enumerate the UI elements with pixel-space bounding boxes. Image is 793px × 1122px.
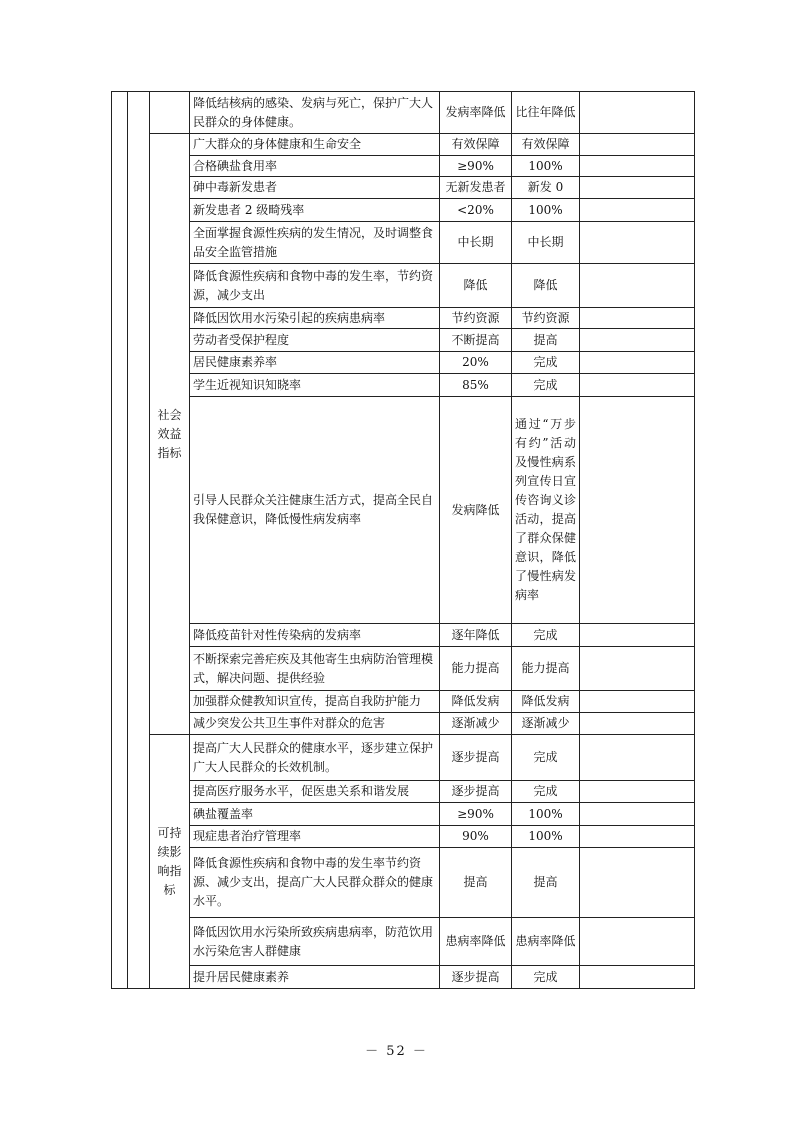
remark-cell (580, 624, 695, 647)
remark-cell (580, 918, 695, 966)
remark-cell (580, 735, 695, 781)
table-row (112, 374, 695, 397)
table-row (112, 691, 695, 713)
indicator-cell: 广大群众的身体健康和生命安全 (190, 134, 440, 156)
target-cell: 降低发病 (440, 691, 512, 713)
table-row (112, 329, 695, 352)
remark-cell (580, 713, 695, 735)
target-cell: ≥90% (440, 156, 512, 177)
actual-cell: 比往年降低 (512, 92, 580, 134)
remark-cell (580, 308, 695, 329)
indicator-cell: 合格碘盐食用率 (190, 156, 440, 177)
table-row (112, 848, 695, 918)
table-row (112, 918, 695, 966)
indicator-cell: 引导人民群众关注健康生活方式，提高全民自我保健意识，降低慢性病发病率 (190, 397, 440, 624)
remark-cell (580, 781, 695, 803)
indicator-cell: 降低因饮用水污染所致疾病患病率，防范饮用水污染危害人群健康 (190, 918, 440, 966)
remark-cell (580, 848, 695, 918)
page-number: － 52 － (365, 1044, 428, 1059)
target-cell: 不断提高 (440, 329, 512, 352)
table-row (112, 735, 695, 781)
actual-cell: 完成 (512, 735, 580, 781)
remark-cell (580, 826, 695, 848)
actual-cell: 通过“万步有约”活动及慢性病系列宣传日宣传咨询义诊活动，提高了群众保健意识，降低了慢性病发病率 (512, 397, 580, 624)
outer-col-1 (112, 92, 128, 989)
indicator-cell: 居民健康素养率 (190, 352, 440, 374)
table-row (112, 134, 695, 156)
actual-cell: 完成 (512, 374, 580, 397)
remark-cell (580, 966, 695, 989)
table-row (112, 222, 695, 264)
remark-cell (580, 647, 695, 691)
target-cell: 90% (440, 826, 512, 848)
target-cell: 节约资源 (440, 308, 512, 329)
actual-cell: 100% (512, 826, 580, 848)
table-row (112, 397, 695, 624)
performance-indicator-table (111, 91, 695, 989)
table-row (112, 966, 695, 989)
indicator-cell: 新发患者 2 级畸残率 (190, 199, 440, 222)
actual-cell: 100% (512, 156, 580, 177)
remark-cell (580, 134, 695, 156)
target-cell: 患病率降低 (440, 918, 512, 966)
target-cell: 降低 (440, 264, 512, 308)
target-cell: 逐步提高 (440, 781, 512, 803)
target-cell: 中长期 (440, 222, 512, 264)
actual-cell: 提高 (512, 329, 580, 352)
category-cell-prev (150, 92, 190, 134)
indicator-cell: 劳动者受保护程度 (190, 329, 440, 352)
actual-cell: 中长期 (512, 222, 580, 264)
actual-cell: 节约资源 (512, 308, 580, 329)
remark-cell (580, 156, 695, 177)
category-sustain: 可持续影响指标 (150, 735, 190, 989)
target-cell: 逐渐减少 (440, 713, 512, 735)
target-cell: 逐步提高 (440, 735, 512, 781)
remark-cell (580, 329, 695, 352)
remark-cell (580, 264, 695, 308)
table-row (112, 92, 695, 134)
remark-cell (580, 199, 695, 222)
indicator-cell: 全面掌握食源性疾病的发生情况，及时调整食品安全监管措施 (190, 222, 440, 264)
target-cell: 逐年降低 (440, 624, 512, 647)
table-row (112, 264, 695, 308)
actual-cell: 提高 (512, 848, 580, 918)
indicator-cell: 提升居民健康素养 (190, 966, 440, 989)
actual-cell: 完成 (512, 966, 580, 989)
target-cell: 提高 (440, 848, 512, 918)
actual-cell: 完成 (512, 624, 580, 647)
indicator-cell: 降低因饮用水污染引起的疾病患病率 (190, 308, 440, 329)
actual-cell: 完成 (512, 352, 580, 374)
remark-cell (580, 177, 695, 199)
remark-cell (580, 397, 695, 624)
target-cell: 有效保障 (440, 134, 512, 156)
target-cell: 无新发患者 (440, 177, 512, 199)
table-row (112, 352, 695, 374)
table-row (112, 803, 695, 826)
indicator-cell: 降低食源性疾病和食物中毒的发生率节约资源、减少支出，提高广大人民群众群众的健康水平。 (190, 848, 440, 918)
table-row (112, 199, 695, 222)
remark-cell (580, 803, 695, 826)
remark-cell (580, 92, 695, 134)
target-cell: 发病降低 (440, 397, 512, 624)
remark-cell (580, 352, 695, 374)
remark-cell (580, 222, 695, 264)
table-row (112, 647, 695, 691)
indicator-cell: 学生近视知识知晓率 (190, 374, 440, 397)
target-cell: 20% (440, 352, 512, 374)
indicator-cell: 提高广大人民群众的健康水平，逐步建立保护广大人民群众的长效机制。 (190, 735, 440, 781)
indicator-cell: 砷中毒新发患者 (190, 177, 440, 199)
indicator-cell: 减少突发公共卫生事件对群众的危害 (190, 713, 440, 735)
indicator-cell: 降低结核病的感染、发病与死亡，保护广大人民群众的身体健康。 (190, 92, 440, 134)
outer-col-2 (128, 92, 150, 989)
indicator-cell: 碘盐覆盖率 (190, 803, 440, 826)
target-cell: ≥90% (440, 803, 512, 826)
table-row (112, 713, 695, 735)
table-row (112, 156, 695, 177)
actual-cell: 新发 0 (512, 177, 580, 199)
target-cell: 能力提高 (440, 647, 512, 691)
indicator-cell: 降低疫苗针对性传染病的发病率 (190, 624, 440, 647)
table-row (112, 826, 695, 848)
actual-cell: 完成 (512, 781, 580, 803)
target-cell: <20% (440, 199, 512, 222)
actual-cell: 降低发病 (512, 691, 580, 713)
remark-cell (580, 374, 695, 397)
remark-cell (580, 691, 695, 713)
actual-cell: 能力提高 (512, 647, 580, 691)
actual-cell: 患病率降低 (512, 918, 580, 966)
indicator-cell: 不断探索完善疟疾及其他寄生虫病防治管理模式，解决问题、提供经验 (190, 647, 440, 691)
table-row (112, 177, 695, 199)
actual-cell: 逐渐减少 (512, 713, 580, 735)
table-row (112, 624, 695, 647)
indicator-cell: 降低食源性疾病和食物中毒的发生率，节约资源，减少支出 (190, 264, 440, 308)
indicator-cell: 加强群众健教知识宣传，提高自我防护能力 (190, 691, 440, 713)
indicator-cell: 现症患者治疗管理率 (190, 826, 440, 848)
actual-cell: 100% (512, 803, 580, 826)
actual-cell: 100% (512, 199, 580, 222)
table-row (112, 781, 695, 803)
actual-cell: 有效保障 (512, 134, 580, 156)
target-cell: 发病率降低 (440, 92, 512, 134)
category-social: 社会效益指标 (150, 134, 190, 735)
indicator-cell: 提高医疗服务水平，促医患关系和谐发展 (190, 781, 440, 803)
target-cell: 85% (440, 374, 512, 397)
actual-cell: 降低 (512, 264, 580, 308)
table-row (112, 308, 695, 329)
target-cell: 逐步提高 (440, 966, 512, 989)
